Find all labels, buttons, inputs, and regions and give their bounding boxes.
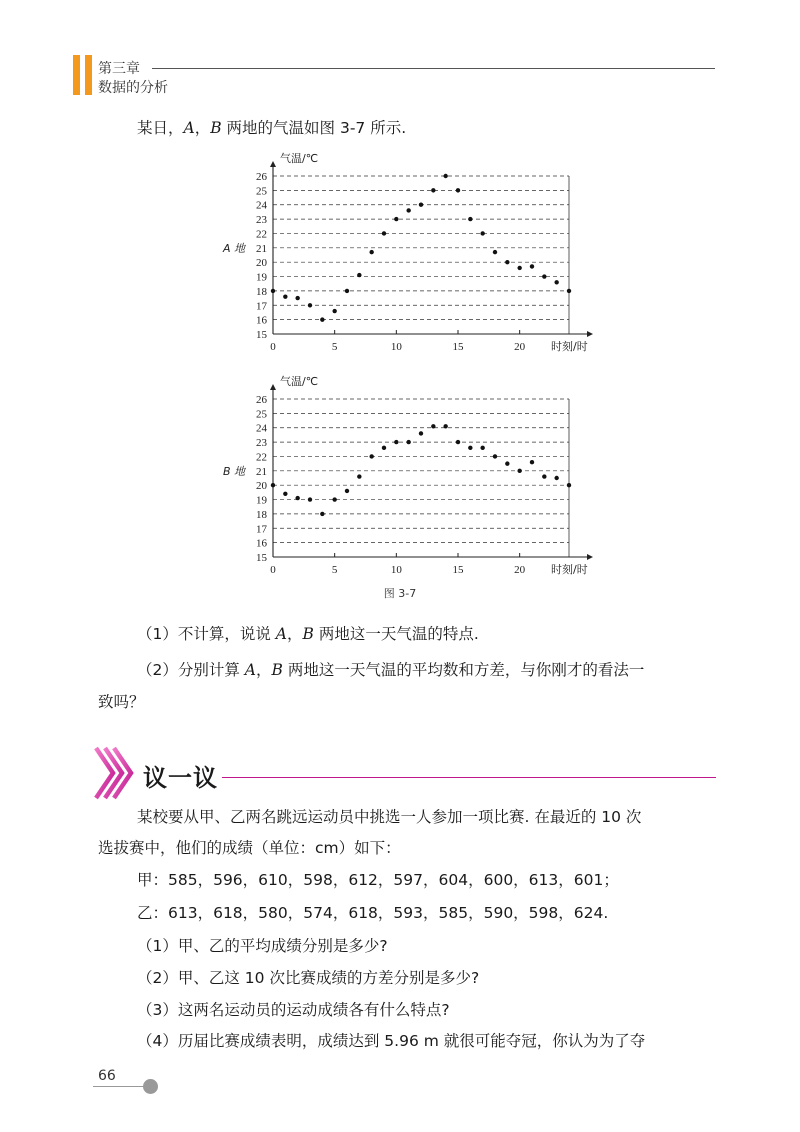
data-point [271,289,275,293]
data-point [443,174,447,178]
y-tick-label: 24 [256,199,267,212]
footer-dot [143,1079,158,1094]
data-point [295,296,299,300]
data-point [468,217,472,221]
y-tick-label: 21 [256,242,267,255]
data-point [369,454,373,458]
chevron-arrows-icon [93,744,138,802]
discuss-question-1: （1）甲、乙的平均成绩分别是多少? [137,937,388,955]
data-point [345,489,349,493]
question-2-continued: 致吗？ [98,693,145,711]
y-tick-label: 15 [256,552,267,564]
y-tick-label: 23 [256,214,267,227]
data-point [357,273,361,277]
discuss-paragraph-line-1: 某校要从甲、乙两名跳远运动员中挑选一人参加一项比赛. 在最近的 10 次 [137,808,642,826]
x-tick-label: 5 [331,341,338,353]
y-tick-label: 21 [256,465,267,478]
data-point [295,496,299,500]
chart-a-temperature [215,145,615,360]
x-tick-label: 20 [514,341,526,353]
y-tick-label: 17 [256,300,267,313]
footer-rule [93,1086,143,1087]
y-tick-label: 19 [256,494,267,507]
data-point [345,289,349,293]
x-tick-label: 15 [452,564,464,576]
data-point [419,203,423,207]
y-axis-arrow [270,161,276,167]
data-point [320,512,324,516]
data-point [382,446,386,450]
y-tick-label: 26 [256,394,267,406]
data-point [369,250,373,254]
y-tick-label: 20 [256,257,267,270]
header-accent-bar [85,55,92,95]
data-point [431,424,435,428]
x-tick-label: 15 [452,341,464,353]
data-point [332,309,336,313]
data-point [493,454,497,458]
data-point [456,440,460,444]
y-tick-label: 17 [256,523,267,536]
data-point [554,280,558,284]
data-point [419,431,423,435]
data-point [517,469,521,473]
intro-text: 某日，A，B 两地的气温如图 3-7 所示. [137,119,407,137]
data-point [456,188,460,192]
y-tick-label: 22 [256,228,267,241]
header-rule [152,68,715,69]
y-tick-label: 26 [256,171,267,183]
x-tick-label: 0 [270,564,276,576]
y-tick-label: 16 [256,537,267,550]
data-point [517,266,521,270]
data-point [554,476,558,480]
figure-caption: 图 3-7 [383,587,417,600]
y-tick-label: 15 [256,329,267,341]
chapter-label: 第三章 [98,61,140,77]
chart-b-temperature [215,368,615,583]
data-point [493,250,497,254]
question-2: （2）分别计算 A，B 两地这一天气温的平均数和方差，与你刚才的看法一 [137,661,645,679]
discuss-question-3: （3）这两名运动员的运动成绩各有什么特点? [137,1001,450,1019]
data-point [505,260,509,264]
page-number: 66 [98,1068,116,1084]
data-point [406,208,410,212]
x-tick-label: 0 [270,341,276,353]
x-tick-label: 20 [514,564,526,576]
data-point [530,460,534,464]
x-tick-label: 10 [390,341,402,353]
data-point [567,289,571,293]
data-point [382,231,386,235]
discuss-question-2: （2）甲、乙这 10 次比赛成绩的方差分别是多少? [137,969,480,987]
scores-yi: 乙：613，618，580，574，618，593，585，590，598，624. [137,904,609,922]
x-tick-label: 10 [390,564,402,576]
x-axis-arrow [587,331,593,337]
series-side-label: B 地 [223,464,246,478]
header-accent-bar [73,55,80,95]
data-point [283,294,287,298]
data-point [542,474,546,478]
y-tick-label: 25 [256,408,267,421]
discuss-rule [222,777,716,778]
x-tick-label: 5 [331,564,338,576]
y-tick-label: 23 [256,437,267,450]
y-axis-arrow [270,384,276,390]
discuss-paragraph-line-2: 选拔赛中，他们的成绩（单位：cm）如下： [98,839,401,857]
y-tick-label: 24 [256,422,267,435]
x-axis-label: 时刻/时 [551,340,588,353]
data-point [567,483,571,487]
y-tick-label: 22 [256,451,267,464]
data-point [308,303,312,307]
discuss-question-4: （4）历届比赛成绩表明，成绩达到 5.96 m 就很可能夺冠，你认为为了夺 [137,1032,646,1050]
data-point [357,474,361,478]
y-tick-label: 16 [256,314,267,327]
data-point [394,217,398,221]
data-point [505,461,509,465]
series-side-label: A 地 [223,241,246,255]
question-1: （1）不计算，说说 A，B 两地这一天气温的特点. [137,625,479,643]
chapter-title: 数据的分析 [98,80,168,96]
data-point [468,446,472,450]
data-point [308,497,312,501]
data-point [530,264,534,268]
scores-jia: 甲：585，596，610，598，612，597，604，600，613，601； [137,871,619,889]
x-axis-arrow [587,554,593,560]
y-tick-label: 18 [256,285,267,298]
discuss-title: 议一议 [143,764,218,792]
data-point [332,497,336,501]
y-tick-label: 18 [256,508,267,521]
y-tick-label: 20 [256,480,267,493]
data-point [283,492,287,496]
data-point [542,274,546,278]
data-point [480,231,484,235]
data-point [406,440,410,444]
y-tick-label: 25 [256,185,267,198]
y-axis-label: 气温/℃ [280,375,319,388]
x-axis-label: 时刻/时 [551,563,588,576]
data-point [271,483,275,487]
data-point [320,317,324,321]
data-point [480,446,484,450]
data-point [443,424,447,428]
y-tick-label: 19 [256,271,267,284]
y-axis-label: 气温/℃ [280,152,319,165]
data-point [394,440,398,444]
data-point [431,188,435,192]
